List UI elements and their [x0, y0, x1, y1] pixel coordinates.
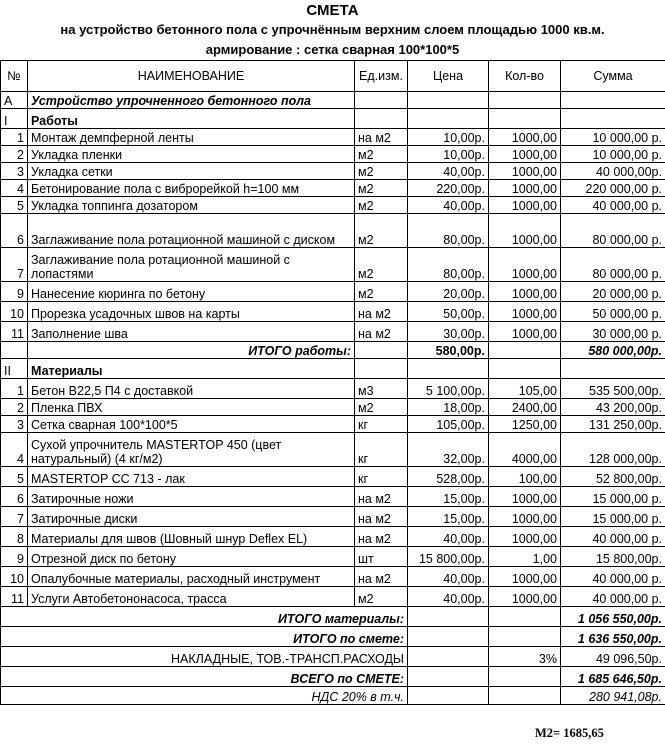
row-price: 15,00р. [408, 507, 489, 527]
row-unit: на м2 [355, 567, 408, 587]
row-unit: м2 [355, 214, 408, 248]
table-row [1, 248, 665, 282]
row-name: Пленка ПВХ [28, 399, 355, 416]
row-qty: 1000,00 [489, 163, 561, 180]
row-name: Сухой упрочнитель MASTERTOP 450 (цвет натуральный) (4 кг/м2) [28, 433, 355, 467]
row-number: 7 [1, 507, 28, 527]
row-number: 4 [1, 180, 28, 197]
row-number: 9 [1, 547, 28, 567]
row-price: 10,00р. [408, 129, 489, 146]
row-sum: 52 800,00р. [561, 467, 665, 487]
table-cell [408, 607, 489, 627]
table-cell [408, 647, 489, 667]
table-row [1, 487, 665, 507]
row-price: 528,00р. [408, 467, 489, 487]
grand-total-label: ВСЕГО по СМЕТЕ: [1, 667, 408, 687]
row-sum: 10 000,00 р. [561, 129, 665, 146]
overhead [1, 647, 665, 667]
row-number: 2 [1, 399, 28, 416]
row-unit: м2 [355, 282, 408, 302]
table-cell [355, 342, 408, 359]
materials-total-label: ИТОГО материалы: [1, 607, 408, 627]
row-sum: 40 000,00 р. [561, 567, 665, 587]
group-row [1, 109, 665, 129]
row-name: Заполнение шва [28, 322, 355, 342]
row-number: 8 [1, 527, 28, 547]
row-qty: 1,00 [489, 547, 561, 567]
row-number: 10 [1, 567, 28, 587]
row-number: 5 [1, 197, 28, 214]
row-price: 40,00р. [408, 587, 489, 607]
price-per-m2: М2= 1685,65 [535, 726, 604, 740]
row-sum: 40 000,00 р. [561, 587, 665, 607]
table-row [1, 527, 665, 547]
row-qty: 1000,00 [489, 487, 561, 507]
row-qty: 105,00 [489, 379, 561, 399]
row-unit: кг [355, 433, 408, 467]
row-sum: 535 500,00р. [561, 379, 665, 399]
table-row [1, 587, 665, 607]
row-number: 10 [1, 302, 28, 322]
row-price: 18,00р. [408, 399, 489, 416]
row-number: 2 [1, 146, 28, 163]
row-sum: 30 000,00 р. [561, 322, 665, 342]
estimate-total [1, 627, 665, 647]
column-header-no: № [1, 61, 28, 92]
table-row [1, 547, 665, 567]
column-header-price: Цена [408, 61, 489, 92]
row-sum: 15 000,00 р. [561, 507, 665, 527]
row-number: 11 [1, 587, 28, 607]
estimate-total-label: ИТОГО по смете: [1, 627, 408, 647]
table-cell [489, 687, 561, 705]
table-row [1, 214, 665, 248]
table-row [1, 146, 665, 163]
group-number: I [1, 109, 28, 129]
column-header-name: НАИМЕНОВАНИЕ [28, 61, 355, 92]
table-row [1, 467, 665, 487]
table-row [1, 322, 665, 342]
table-row [1, 180, 665, 197]
row-unit: м2 [355, 587, 408, 607]
row-unit: м2 [355, 248, 408, 282]
row-unit: м2 [355, 163, 408, 180]
row-number: 3 [1, 163, 28, 180]
row-sum: 15 800,00р. [561, 547, 665, 567]
table-header-row [1, 61, 665, 92]
row-price: 105,00р. [408, 416, 489, 433]
row-name: Материалы для швов (Шовный шнур Deflex EL) [28, 527, 355, 547]
table-cell [489, 342, 561, 359]
table-row [1, 302, 665, 322]
row-qty: 1000,00 [489, 146, 561, 163]
row-number: 3 [1, 416, 28, 433]
row-name: Укладка пленки [28, 146, 355, 163]
row-sum: 50 000,00 р. [561, 302, 665, 322]
table-cell [489, 607, 561, 627]
table-cell [489, 667, 561, 687]
estimate-total-sum: 1 636 550,00р. [561, 627, 665, 647]
row-sum: 131 250,00р. [561, 416, 665, 433]
table-row [1, 282, 665, 302]
table-body [1, 92, 665, 705]
column-header-unit: Ед.изм. [355, 61, 408, 92]
row-sum: 80 000,00 р. [561, 248, 665, 282]
row-unit: м3 [355, 379, 408, 399]
row-qty: 1000,00 [489, 129, 561, 146]
vat [1, 687, 665, 705]
row-number: 5 [1, 467, 28, 487]
row-price: 80,00р. [408, 214, 489, 248]
row-unit: на м2 [355, 527, 408, 547]
row-unit: шт [355, 547, 408, 567]
row-number: 11 [1, 322, 28, 342]
row-price: 40,00р. [408, 163, 489, 180]
row-price: 50,00р. [408, 302, 489, 322]
table-cell [355, 359, 408, 379]
row-price: 30,00р. [408, 322, 489, 342]
row-number: 4 [1, 433, 28, 467]
column-header-qty: Кол-во [489, 61, 561, 92]
row-sum: 10 000,00 р. [561, 146, 665, 163]
table-row [1, 399, 665, 416]
column-header-sum: Сумма [561, 61, 665, 92]
table-row [1, 433, 665, 467]
overhead-sum: 49 096,50р. [561, 647, 665, 667]
materials-total [1, 607, 665, 627]
overhead-label: НАКЛАДНЫЕ, ТОВ.-ТРАНСП.РАСХОДЫ [1, 647, 408, 667]
group-number: II [1, 359, 28, 379]
row-qty: 1000,00 [489, 527, 561, 547]
row-price: 80,00р. [408, 248, 489, 282]
grand-total [1, 667, 665, 687]
row-price: 10,00р. [408, 146, 489, 163]
group-title: Работы [28, 109, 355, 129]
table-row [1, 507, 665, 527]
section-number: А [1, 92, 28, 109]
overhead-percent: 3% [489, 647, 561, 667]
row-qty: 1000,00 [489, 507, 561, 527]
row-unit: на м2 [355, 302, 408, 322]
row-number: 6 [1, 214, 28, 248]
row-sum: 43 200,00р. [561, 399, 665, 416]
row-number: 1 [1, 379, 28, 399]
works-total-price: 580,00р. [408, 342, 489, 359]
works-total-label: ИТОГО работы: [28, 342, 355, 359]
section-title: Устройство упрочненного бетонного пола [28, 92, 355, 109]
materials-total-sum: 1 056 550,00р. [561, 607, 665, 627]
row-unit: на м2 [355, 129, 408, 146]
row-qty: 1000,00 [489, 180, 561, 197]
table-row [1, 129, 665, 146]
row-price: 32,00р. [408, 433, 489, 467]
row-unit: м2 [355, 399, 408, 416]
row-name: Затирочные ножи [28, 487, 355, 507]
row-sum: 128 000,00р. [561, 433, 665, 467]
grand-total-sum: 1 685 646,50р. [561, 667, 665, 687]
row-price: 5 100,00р. [408, 379, 489, 399]
row-price: 40,00р. [408, 197, 489, 214]
vat-sum: 280 941,08р. [561, 687, 665, 705]
row-qty: 1000,00 [489, 322, 561, 342]
table-row [1, 197, 665, 214]
row-number: 1 [1, 129, 28, 146]
row-name: Затирочные диски [28, 507, 355, 527]
section-row [1, 92, 665, 109]
row-qty: 2400,00 [489, 399, 561, 416]
table-row [1, 567, 665, 587]
row-name: Услуги Автобетононасоса, трасса [28, 587, 355, 607]
row-unit: м2 [355, 146, 408, 163]
row-qty: 1000,00 [489, 248, 561, 282]
table-row [1, 416, 665, 433]
row-qty: 1000,00 [489, 302, 561, 322]
table-cell [489, 359, 561, 379]
row-unit: м2 [355, 197, 408, 214]
row-unit: на м2 [355, 322, 408, 342]
table-cell [408, 627, 489, 647]
row-name: Монтаж демпферной ленты [28, 129, 355, 146]
row-sum: 15 000,00 р. [561, 487, 665, 507]
row-name: Укладка топпинга дозатором [28, 197, 355, 214]
row-sum: 40 000,00 р. [561, 197, 665, 214]
row-number: 9 [1, 282, 28, 302]
table-row [1, 163, 665, 180]
row-name: Заглаживание пола ротационной машиной с лопастями [28, 248, 355, 282]
row-price: 20,00р. [408, 282, 489, 302]
row-name: Прорезка усадочных швов на карты [28, 302, 355, 322]
row-name: Отрезной диск по бетону [28, 547, 355, 567]
page-subtitle: на устройство бетонного пола с упрочнённым верхним слоем площадью 1000 кв.м. [60, 22, 605, 37]
reinforcement-note: армирование : сетка сварная 100*100*5 [205, 42, 460, 57]
row-unit: кг [355, 467, 408, 487]
estimate-table [0, 60, 665, 705]
row-sum: 20 000,00 р. [561, 282, 665, 302]
group-title: Материалы [28, 359, 355, 379]
row-number: 6 [1, 487, 28, 507]
row-sum: 40 000,00р. [561, 163, 665, 180]
row-price: 15,00р. [408, 487, 489, 507]
row-name: Укладка сетки [28, 163, 355, 180]
table-cell [408, 667, 489, 687]
row-name: Бетонирование пола с виброрейкой h=100 мм [28, 180, 355, 197]
row-name: MASTERTOP CC 713 - лак [28, 467, 355, 487]
row-name: Опалубочные материалы, расходный инструмент [28, 567, 355, 587]
vat-label: НДС 20% в т.ч. [1, 687, 408, 705]
works-total-row [1, 342, 665, 359]
row-unit: на м2 [355, 487, 408, 507]
row-qty: 100,00 [489, 467, 561, 487]
row-price: 40,00р. [408, 567, 489, 587]
row-name: Сетка сварная 100*100*5 [28, 416, 355, 433]
row-sum: 80 000,00 р. [561, 214, 665, 248]
row-number: 7 [1, 248, 28, 282]
row-sum: 220 000,00 р. [561, 180, 665, 197]
row-unit: на м2 [355, 507, 408, 527]
row-name: Заглаживание пола ротационной машиной с диском [28, 214, 355, 248]
table-cell [561, 359, 665, 379]
row-unit: кг [355, 416, 408, 433]
table-cell [1, 342, 28, 359]
row-unit: м2 [355, 180, 408, 197]
row-name: Нанесение кюринга по бетону [28, 282, 355, 302]
table-cell [408, 359, 489, 379]
row-qty: 1250,00 [489, 416, 561, 433]
group-row [1, 359, 665, 379]
page-title: СМЕТА [306, 2, 359, 19]
row-qty: 1000,00 [489, 587, 561, 607]
row-sum: 40 000,00 р. [561, 527, 665, 547]
row-qty: 1000,00 [489, 282, 561, 302]
row-qty: 1000,00 [489, 567, 561, 587]
row-qty: 1000,00 [489, 214, 561, 248]
table-cell [408, 687, 489, 705]
table-row [1, 379, 665, 399]
row-price: 220,00р. [408, 180, 489, 197]
row-price: 15 800,00р. [408, 547, 489, 567]
row-name: Бетон В22,5 П4 с доставкой [28, 379, 355, 399]
works-total-sum: 580 000,00р. [561, 342, 665, 359]
table-cell [489, 627, 561, 647]
row-qty: 4000,00 [489, 433, 561, 467]
row-qty: 1000,00 [489, 197, 561, 214]
row-price: 40,00р. [408, 527, 489, 547]
